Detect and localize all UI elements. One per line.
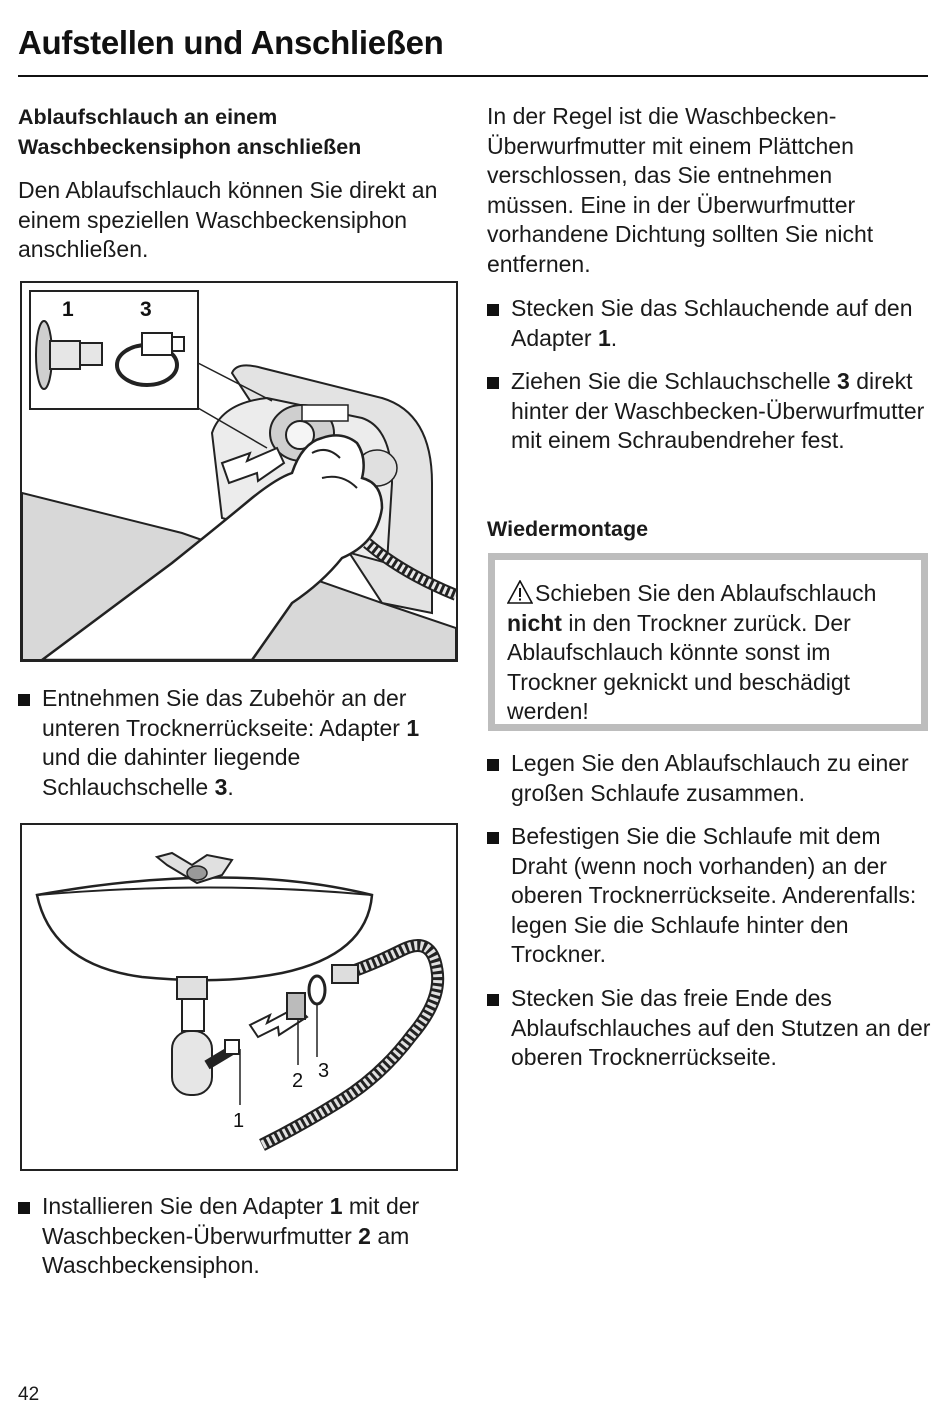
- square-bullet-icon: [487, 759, 499, 771]
- list-item: Entnehmen Sie das Zubehör an der unteren Trocknerrückseite: Adapter 1 und die dahinter liegende Schlauchschelle 3.: [18, 684, 462, 802]
- intro-paragraph-left: Den Ablaufschlauch können Sie direkt an einem speziellen Waschbeckensiphon anschließen.: [18, 177, 438, 262]
- list-item: Stecken Sie das Schlauchende auf den Adapter 1.: [487, 294, 931, 353]
- list-item: Installieren Sie den Adapter 1 mit der Waschbecken-Überwurfmutter 2 am Waschbeckensiphon.: [18, 1192, 462, 1281]
- subheading-wiedermontage: Wiedermontage: [487, 517, 649, 541]
- figure1-label-1: 1: [62, 298, 74, 321]
- warning-text: Schieben Sie den Ablaufschlauch nicht in den Trockner zurück. Der Ablaufschlauch könnte sonst im Trockner geknickt und beschädigt werden!: [507, 580, 877, 724]
- list-item: Befestigen Sie die Schlaufe mit dem Draht (wenn noch vorhanden) an der oberen Trocknerrückseite. Anderenfalls: legen Sie die Schlaufe hinter den Trockner.: [487, 822, 931, 970]
- figure2-label-1: 1: [233, 1110, 245, 1132]
- square-bullet-icon: [18, 694, 30, 706]
- figure1-label-3: 3: [140, 298, 152, 321]
- warning-box: [488, 553, 928, 731]
- warning-triangle-icon: [507, 580, 533, 604]
- figure2-label-2: 2: [292, 1070, 304, 1092]
- page-title: Aufstellen und Anschließen: [18, 24, 444, 61]
- title-divider: [18, 75, 928, 77]
- intro-paragraph-right: In der Regel ist die Waschbecken-Überwurfmutter mit einem Plättchen verschlossen, das Sie entnehmen müssen. Eine in der Überwurfmutter vorhandene Dichtung sollten Sie nicht entfernen.: [487, 103, 874, 277]
- page-number: 42: [18, 1384, 40, 1405]
- figure-hand-accessory: [20, 281, 458, 662]
- square-bullet-icon: [487, 832, 499, 844]
- accessory-removal-illustration: [22, 283, 456, 660]
- figure2-label-3: 3: [318, 1060, 330, 1082]
- figure-sink-siphon: [20, 823, 458, 1171]
- square-bullet-icon: [487, 304, 499, 316]
- square-bullet-icon: [18, 1202, 30, 1214]
- list-item: Stecken Sie das freie Ende des Ablaufschlauches auf den Stutzen an der oberen Trocknerrückseite.: [487, 984, 931, 1073]
- list-item: Ziehen Sie die Schlauchschelle 3 direkt hinter der Waschbecken-Überwurfmutter mit einem Schraubendreher fest.: [487, 367, 931, 456]
- list-item: Legen Sie den Ablaufschlauch zu einer großen Schlaufe zusammen.: [487, 749, 931, 808]
- siphon-installation-illustration: [22, 825, 456, 1169]
- section-heading: Ablaufschlauch an einem Waschbeckensiphon anschließen: [18, 105, 362, 159]
- square-bullet-icon: [487, 994, 499, 1006]
- square-bullet-icon: [487, 377, 499, 389]
